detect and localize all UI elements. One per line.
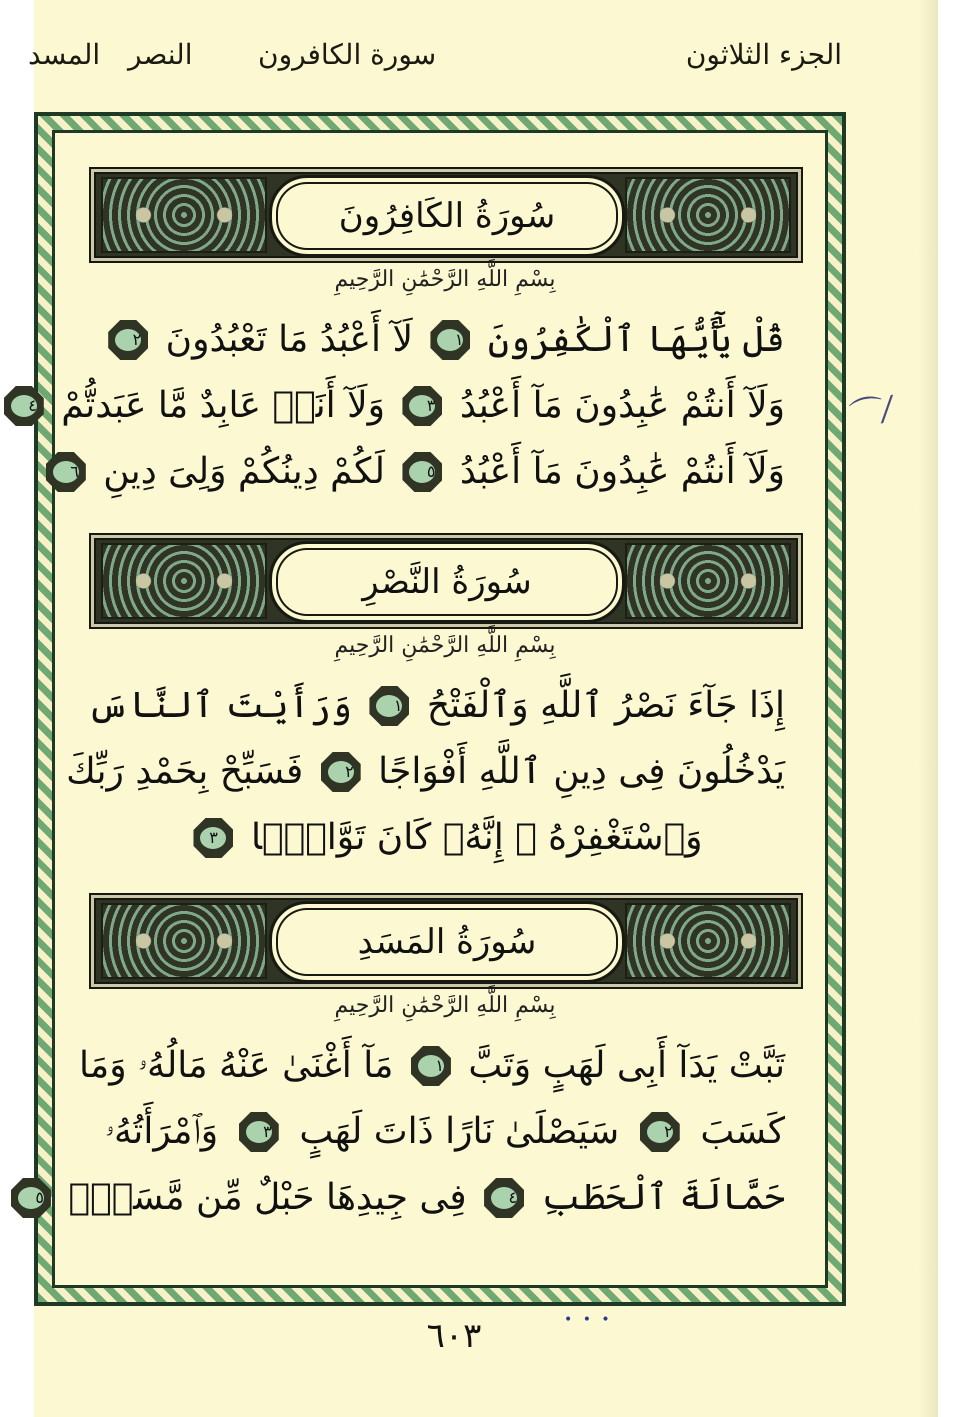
ayah-number-marker [402,386,442,426]
surah-title: سُورَةُ المَسَدِ [357,922,537,962]
ayah-number: ٤ [491,1187,517,1209]
ayah-number-marker [11,1178,51,1218]
ayah-number-marker [239,1112,279,1152]
header-surah-list [28,38,494,82]
ayah-text: كَسَبَ [700,1111,785,1152]
ayah-text: وَرَأَيْتَ ٱلنَّاسَ [87,685,352,726]
ayah-text: فِى جِيدِهَا حَبْلٌ مِّن مَّسَدٍۭ [68,1177,467,1218]
header-surah-kafirun: سورة الكافرون [258,38,437,71]
page-edge-shadow [918,0,938,1417]
page-number: ٦٠٣ [426,1316,482,1356]
surah-title-banner [89,167,803,263]
ayah-number: ٣ [200,827,226,849]
ayah-text: وَٱسْتَغْفِرْهُ ۚ إِنَّهُۥ كَانَ تَوَّابًۢا [250,817,703,858]
ayah-number-marker [411,1046,451,1086]
ayah-number: ٥ [409,461,435,483]
ayah-text: إِذَا جَآءَ نَصْرُ ٱللَّهِ وَٱلْفَتْحُ [426,685,785,726]
ayah-number: ١ [376,695,402,717]
ayah-number: ١ [418,1055,444,1077]
ayah-line [87,675,785,733]
ayah-number: ٣ [246,1121,272,1143]
surah-content [28,133,825,1285]
ayah-number-marker [4,386,44,426]
ayah-text: وَلَآ أَنتُمْ عَٰبِدُونَ مَآ أَعْبُدُ [459,451,785,492]
ayah-text: لَكُمْ دِينُكُمْ وَلِىَ دِينِ [103,451,385,492]
ornamental-frame [28,112,846,1306]
ayah-line [105,807,785,865]
ayah-text: فَسَبِّحْ بِحَمْدِ رَبِّكَ [66,751,304,792]
ayah-text: وَلَآ أَنَا۠ عَابِدٌ مَّا عَبَدتُّمْ [61,385,385,426]
ayah-number-marker [108,320,148,360]
basmala: بِسْمِ اللَّهِ الرَّحْمَٰنِ الرَّحِيمِ [334,633,556,658]
ayah-text: مَآ أَغْنَىٰ عَنْهُ مَالُهُۥ وَمَا [78,1045,394,1086]
ayah-text: حَمَّالَةَ ٱلْحَطَبِ [541,1177,785,1218]
ayah-number-marker [430,320,470,360]
ayah-number-marker [321,752,361,792]
surah-title-banner [89,533,803,629]
page-header [28,28,938,88]
arabesque-ornament [101,903,267,979]
ayah-text: قُلْ يَٰٓأَيُّهَا ٱلْكَٰفِرُونَ [487,319,785,360]
surah-title-cartouche [269,901,625,983]
ayah-line [105,1101,785,1159]
arabesque-ornament [625,903,791,979]
ink-dots: • • • [564,1312,613,1328]
juz-title: الجزء الثلاثون [685,38,842,71]
arabesque-ornament [101,543,267,619]
ayah-number-marker [484,1178,524,1218]
ayah-number: ١ [437,329,463,351]
ayah-number: ٣ [409,395,435,417]
mushaf-page [28,0,938,1417]
surah-title-banner [89,893,803,989]
ayah-text: وَلَآ أَنتُمْ عَٰبِدُونَ مَآ أَعْبُدُ [459,385,785,426]
surah-title-cartouche [269,175,625,257]
ayah-number-marker [369,686,409,726]
handwritten-margin-mark: ⌒⁄ [847,390,895,438]
header-surah-nasr: النصر [128,38,193,71]
surah-title: سُورَةُ النَّصْرِ [362,562,532,602]
ayah-text: يَدْخُلُونَ فِى دِينِ ٱللَّهِ أَفْوَاجًا [378,751,785,792]
basmala: بِسْمِ اللَّهِ الرَّحْمَٰنِ الرَّحِيمِ [334,267,556,292]
surah-title: سُورَةُ الكَافِرُونَ [338,196,556,236]
header-surah-masad: المسد [28,38,101,71]
ayah-number: ٢ [328,761,354,783]
arabesque-ornament [625,543,791,619]
ayah-number-marker [402,452,442,492]
ayah-number-marker [640,1112,680,1152]
ayah-line [70,441,785,499]
basmala: بِسْمِ اللَّهِ الرَّحْمَٰنِ الرَّحِيمِ [334,993,556,1018]
ayah-number-marker [46,452,86,492]
ayah-text: وَٱمْرَأَتُهُۥ [105,1111,219,1152]
ayah-number: ٢ [647,1121,673,1143]
ayah-number: ٥ [18,1187,44,1209]
ayah-line [28,375,785,433]
ayah-line [66,741,785,799]
ayah-number-marker [193,818,233,858]
text-area [28,130,828,1288]
ayah-line [35,1167,785,1225]
ayah-text: تَبَّتْ يَدَآ أَبِى لَهَبٍ وَتَبَّ [468,1045,785,1086]
ayah-line [78,1035,785,1093]
ayah-line [105,309,785,367]
ayah-text: لَآ أَعْبُدُ مَا تَعْبُدُونَ [165,319,413,360]
ayah-number: ٤ [11,395,37,417]
arabesque-ornament [625,177,791,253]
arabesque-ornament [101,177,267,253]
ayah-text: سَيَصْلَىٰ نَارًا ذَاتَ لَهَبٍ [299,1111,620,1152]
ayah-number: ٢ [115,329,141,351]
ayah-number: ٦ [53,461,79,483]
surah-title-cartouche [269,541,625,623]
